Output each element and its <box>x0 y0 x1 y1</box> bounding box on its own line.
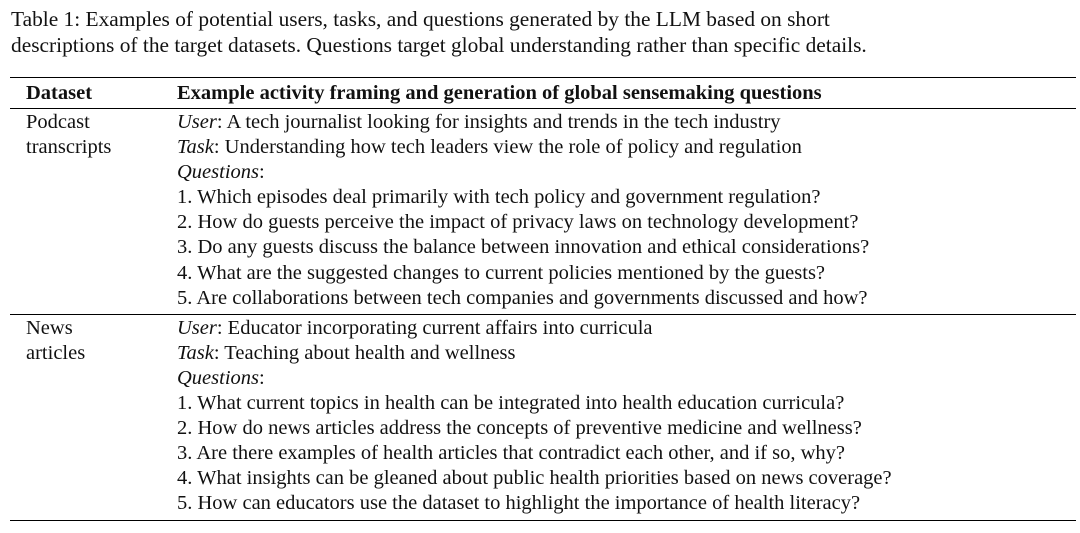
questions-label: Questions <box>177 161 259 184</box>
question-item: 2. How do guests perceive the impact of privacy laws on technology development? <box>177 211 859 234</box>
dataset-name-line-1: Podcast <box>26 111 90 133</box>
table-row-podcast <box>10 109 1076 314</box>
question-item: 1. Which episodes deal primarily with tech policy and government regulation? <box>177 186 821 209</box>
questions-heading <box>177 160 1076 185</box>
question-item: 3. Do any guests discuss the balance between innovation and ethical considerations? <box>177 236 870 259</box>
dataset-name-line-2: articles <box>26 341 86 364</box>
user-label: User <box>177 111 217 133</box>
question-item: 5. Are collaborations between tech companies and governments discussed and how? <box>177 286 868 309</box>
table-caption <box>11 6 1073 58</box>
dataset-name-line-1: News <box>26 316 73 339</box>
question-item: 3. Are there examples of health articles that contradict each other, and if so, why? <box>177 442 846 465</box>
user-label: User <box>177 316 217 339</box>
task-text: : Understanding how tech leaders view the role of policy and regulation <box>213 136 802 159</box>
question-item: 4. What insights can be gleaned about public health priorities based on news coverage? <box>177 467 892 490</box>
bottom-rule <box>10 520 1076 521</box>
user-text: : A tech journalist looking for insights and trends in the tech industry <box>216 111 781 133</box>
dataset-cell <box>10 316 162 517</box>
user-text: : Educator incorporating current affairs into curricula <box>216 316 653 339</box>
table-header-row <box>10 78 1076 108</box>
examples-table <box>10 77 1076 521</box>
task-line <box>177 341 1076 366</box>
questions-heading <box>177 366 1076 391</box>
caption-line-1: Table 1: Examples of potential users, tasks, and questions generated by the LLM based on short <box>11 7 830 31</box>
caption-line-2: descriptions of the target datasets. Questions target global understanding rather than specific details. <box>11 33 867 57</box>
user-line <box>177 110 1076 135</box>
header-example: Example activity framing and generation of global sensemaking questions <box>177 81 822 104</box>
question-item: 1. What current topics in health can be integrated into health education curricula? <box>177 392 845 415</box>
question-item: 5. How can educators use the dataset to highlight the importance of health literacy? <box>177 492 861 515</box>
question-item: 4. What are the suggested changes to current policies mentioned by the guests? <box>177 261 826 284</box>
example-cell <box>162 316 1076 517</box>
dataset-name-line-2: transcripts <box>26 136 112 159</box>
task-text: : Teaching about health and wellness <box>213 341 516 364</box>
questions-colon: : <box>259 366 265 389</box>
header-dataset: Dataset <box>26 81 93 104</box>
questions-colon: : <box>259 161 265 184</box>
question-item: 2. How do news articles address the concepts of preventive medicine and wellness? <box>177 417 862 440</box>
task-label: Task <box>177 341 214 364</box>
task-label: Task <box>177 136 214 159</box>
user-line <box>177 316 1076 341</box>
questions-label: Questions <box>177 366 259 389</box>
dataset-cell <box>10 110 162 311</box>
task-line <box>177 135 1076 160</box>
table-row-news <box>10 315 1076 520</box>
example-cell <box>162 110 1076 311</box>
